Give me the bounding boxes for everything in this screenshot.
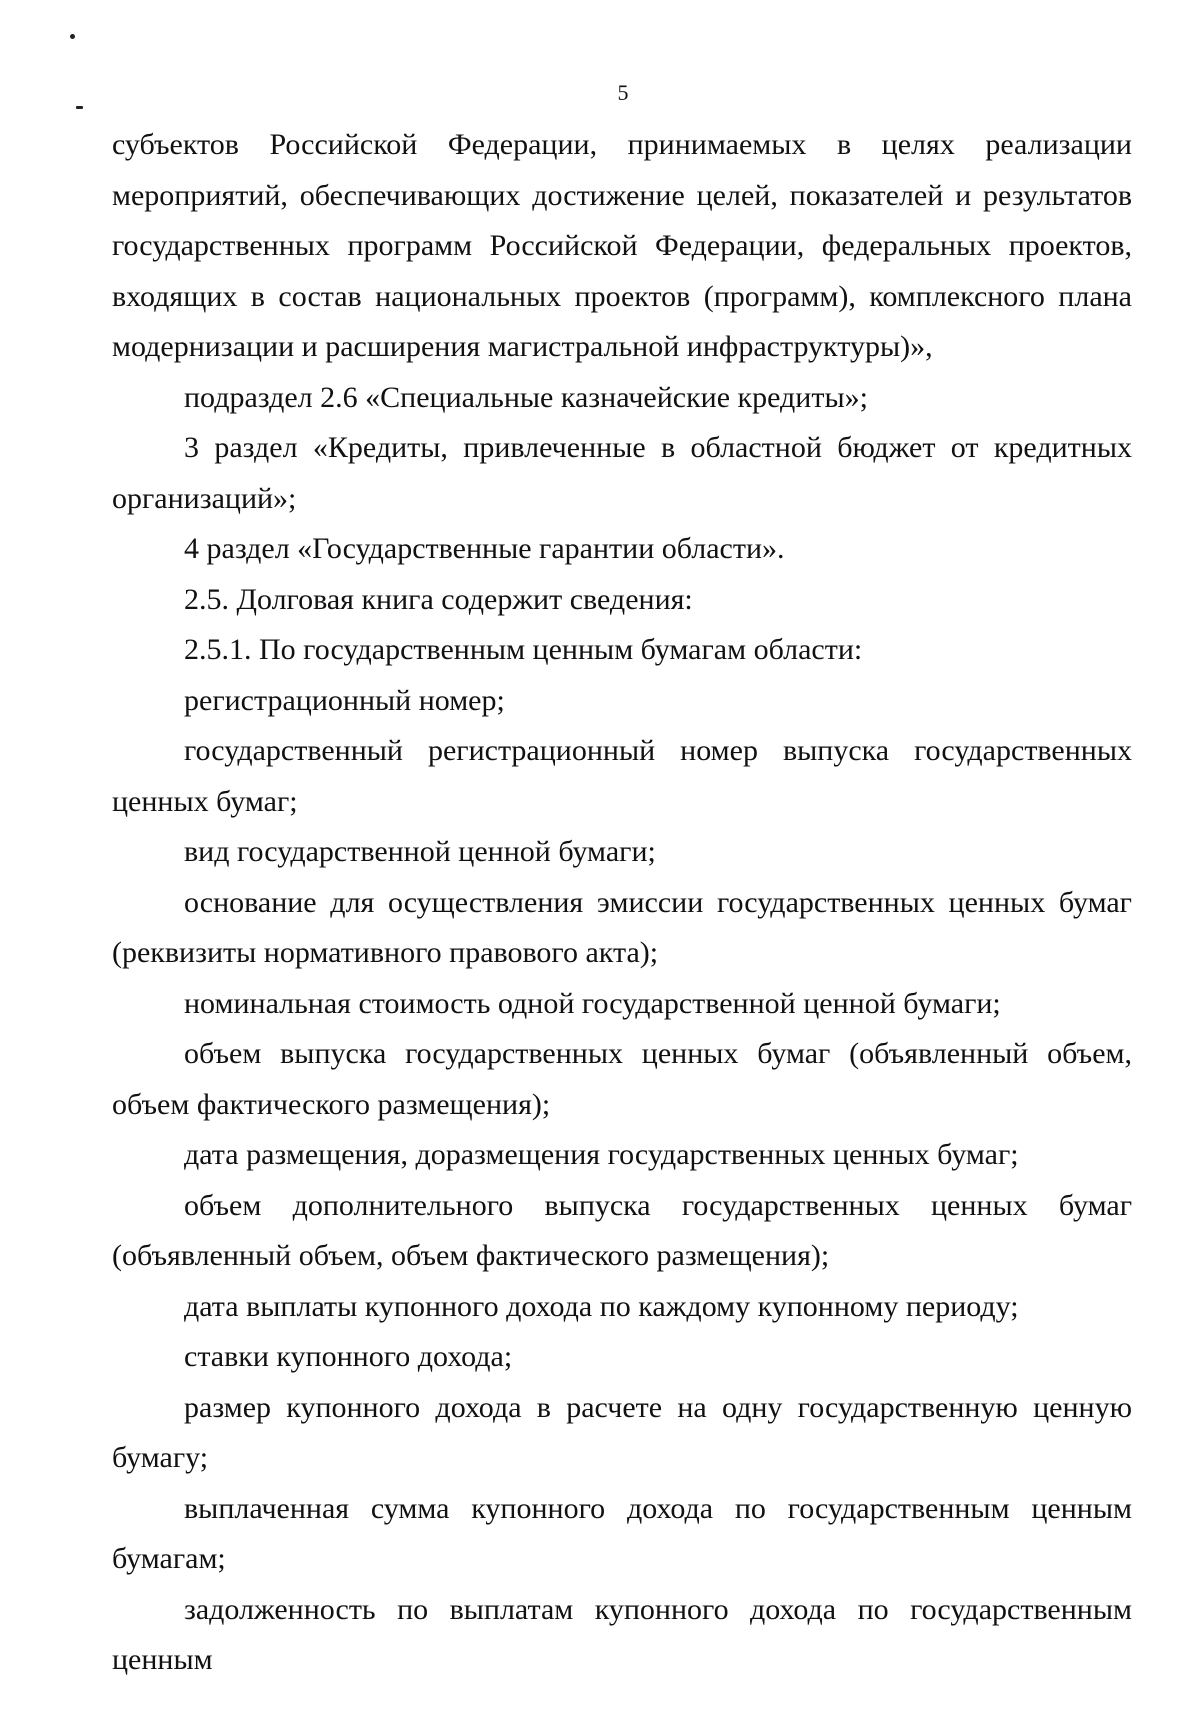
- list-item-registration-number: регистрационный номер;: [184, 683, 505, 717]
- list-item-emission-basis: основание для осуществления эмиссии государственных ценных бумаг (реквизиты нормативного правового акта);: [112, 885, 1132, 969]
- paragraph-section-4: 4 раздел «Государственные гарантии области».: [184, 532, 785, 565]
- list-item-placement-date: дата размещения, доразмещения государственных ценных бумаг;: [184, 1138, 1019, 1171]
- paragraph-2-5: 2.5. Долговая книга содержит сведения:: [184, 582, 693, 616]
- list-item-coupon-size: размер купонного дохода в расчете на одну государственную ценную бумагу;: [112, 1390, 1132, 1474]
- paragraph-continuation: субъектов Российской Федерации, принимаемых в целях реализации мероприятий, обеспечивающих достижение целей, показателей и результатов государственных программ Российской Федерации, федеральных проектов, входящих в состав национальных проектов (программ), комплексного плана модернизации и расширения магистральной инфраструктуры)»,: [112, 128, 1132, 363]
- list-item-issue-volume: объем выпуска государственных ценных бумаг (объявленный объем, объем фактического размещения);: [112, 1037, 1132, 1121]
- list-item-security-type: вид государственной ценной бумаги;: [184, 835, 656, 868]
- scan-artifact-dash: [76, 106, 83, 109]
- list-item-additional-issue-volume: объем дополнительного выпуска государственных ценных бумаг (объявленный объем, объем фактического размещения);: [112, 1188, 1132, 1272]
- document-body: [112, 120, 1132, 1686]
- paragraph-2-5-1: 2.5.1. По государственным ценным бумагам области:: [184, 633, 863, 666]
- list-item-state-registration-number: государственный регистрационный номер выпуска государственных ценных бумаг;: [112, 734, 1132, 818]
- list-item-coupon-debt: задолженность по выплатам купонного дохода по государственным ценным: [112, 1592, 1132, 1676]
- list-item-nominal-value: номинальная стоимость одной государственной ценной бумаги;: [184, 986, 1001, 1020]
- paragraph-subsection-2-6: подраздел 2.6 «Специальные казначейские кредиты»;: [184, 380, 868, 414]
- list-item-coupon-rates: ставки купонного дохода;: [184, 1340, 513, 1373]
- paragraph-section-3: 3 раздел «Кредиты, привлеченные в областной бюджет от кредитных организаций»;: [112, 431, 1132, 515]
- list-item-paid-coupon-amount: выплаченная сумма купонного дохода по государственным ценным бумагам;: [112, 1491, 1132, 1575]
- list-item-coupon-payment-date: дата выплаты купонного дохода по каждому купонному периоду;: [184, 1289, 1019, 1323]
- page-number: 5: [617, 80, 629, 105]
- scan-artifact-dot: [70, 34, 75, 39]
